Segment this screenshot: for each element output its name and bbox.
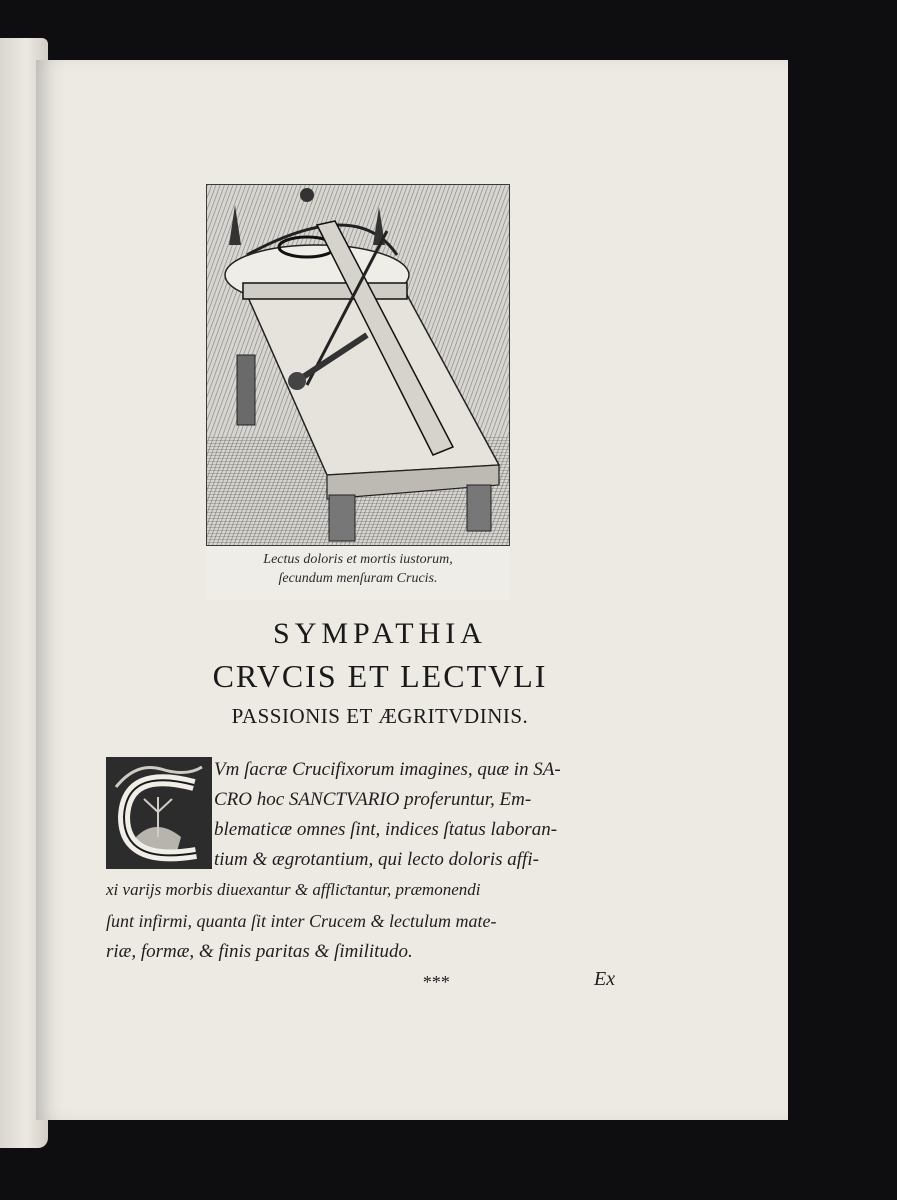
bed-with-cross-engraving <box>207 185 510 546</box>
catchword: Ex <box>594 968 616 990</box>
heading-line-2: CRVCIS ET LECTVLI <box>212 658 548 694</box>
ornamental-initial-icon <box>106 757 212 869</box>
text-line-4: tium & ægrotantium, qui lecto doloris affi- <box>214 849 539 870</box>
text-line-2: CRO hoc SANCTVARIO proferuntur, Em- <box>214 789 532 810</box>
text-line-6: ſunt infirmi, quanta ſit inter Crucem & lectulum mate- <box>106 911 497 931</box>
plate-caption <box>206 550 510 588</box>
caption-line-2: ſecundum menſuram Crucis. <box>278 571 438 586</box>
text-line-5: xi varijs morbis diuexantur & affliƈtantur, præmonendi <box>106 880 481 899</box>
engraving-image <box>206 184 510 546</box>
heading-line-1: SYMPATHIA <box>273 617 487 650</box>
text-line-7: riæ, formæ, & finis paritas & ſimilitudo. <box>106 941 413 962</box>
caption-line-1: Lectus doloris et mortis iustorum, <box>263 552 453 567</box>
signature-mark: *** <box>422 972 449 992</box>
decorated-initial-c <box>106 757 212 869</box>
engraving-plate <box>206 184 510 600</box>
heading-line-3: PASSIONIS ET ÆGRITVDINIS. <box>231 704 529 728</box>
text-line-3: blematicæ omnes ſint, indices ſtatus laboran- <box>214 819 558 840</box>
text-line-1: Vm ſacræ Crucifixorum imagines, quæ in SA- <box>214 759 561 780</box>
